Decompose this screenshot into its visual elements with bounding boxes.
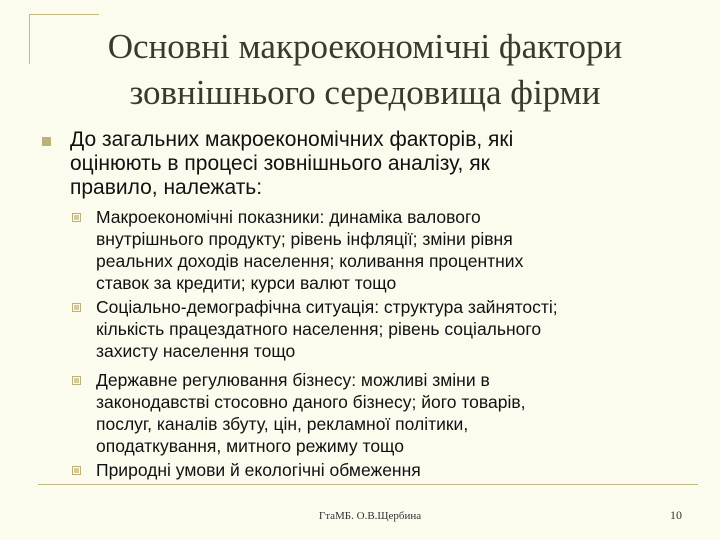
list-item-natural-conditions [96, 459, 696, 481]
hollow-square-bullet-icon [72, 213, 81, 222]
slide-title-line-1: Основні макроекономічні фактори [107, 27, 623, 66]
list-item-line: Макроекономічні показники: динаміка валового [96, 207, 481, 227]
hollow-square-bullet-icon [72, 303, 81, 312]
intro-line-2: оцінюють в процесі зовнішнього аналізу, як [70, 152, 490, 175]
list-item-line: внутрішнього продукту; рівень інфляції; зміни рівня [96, 229, 513, 249]
square-bullet-icon [42, 137, 51, 146]
list-item-line: захисту населення тощо [96, 341, 296, 361]
decorative-top-rule [29, 14, 99, 15]
list-item-socio-demographic [96, 296, 696, 362]
list-item-line: оподаткування, митного режиму тощо [96, 436, 404, 456]
footer-rule [38, 484, 698, 485]
slide-title [40, 24, 690, 116]
intro-line-3: правило, належать: [70, 176, 263, 199]
list-item-line: Соціально-демографічна ситуація: структура зайнятості; [96, 297, 558, 317]
intro-line-1: До загальних макроекономічних факторів, які [70, 128, 514, 151]
list-item-line: послуг, каналів збуту, цін, рекламної політики, [96, 414, 469, 434]
list-item-line: кількість працездатного населення; рівень соціального [96, 319, 542, 339]
list-item-macro-indicators [96, 206, 696, 294]
decorative-vertical-rule [29, 14, 30, 64]
list-item-line: законодавстві стосовно даного бізнесу; його товарів, [96, 392, 526, 412]
list-item-line: Державне регулювання бізнесу: можливі зміни в [96, 370, 490, 390]
list-item-line: реальних доходів населення; коливання процентних [96, 251, 524, 271]
intro-paragraph [70, 128, 670, 200]
footer-author: ГтаМБ. О.В.Щербина [318, 510, 422, 522]
slide-title-line-2: зовнішнього середовища фірми [129, 73, 601, 112]
hollow-square-bullet-icon [72, 376, 81, 385]
list-item-state-regulation [96, 369, 696, 457]
hollow-square-bullet-icon [72, 466, 81, 475]
list-item-line: ставок за кредити; курси валют тощо [96, 273, 397, 293]
list-item-line: Природні умови й екологічні обмеження [96, 460, 421, 480]
page-number: 10 [670, 508, 682, 522]
